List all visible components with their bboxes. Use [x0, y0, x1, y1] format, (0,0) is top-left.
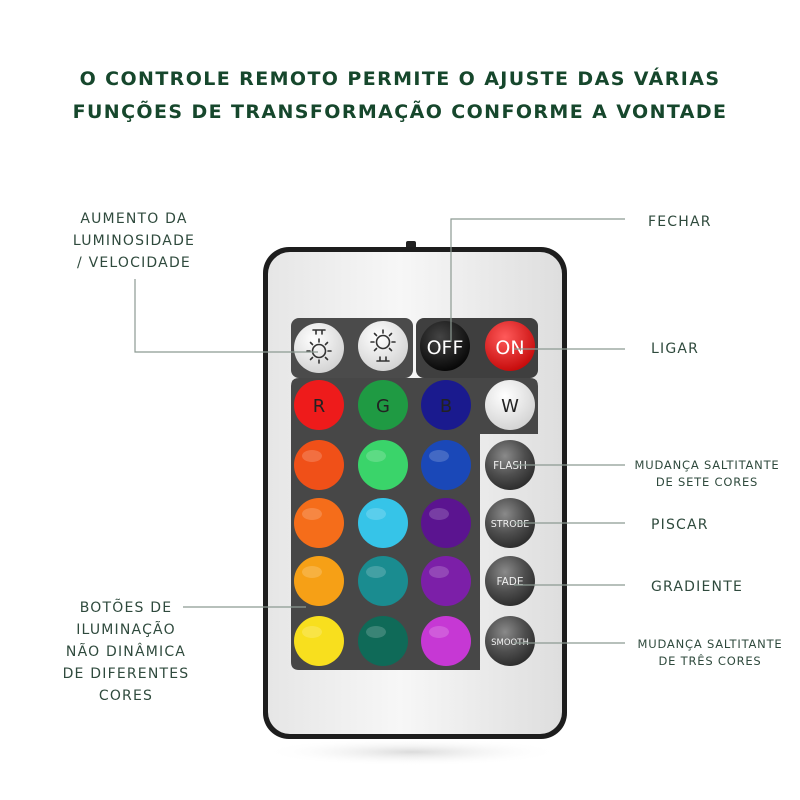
label-fechar: FECHAR — [648, 214, 712, 230]
label-ligar: LIGAR — [651, 341, 700, 357]
color-button-highlight — [302, 626, 322, 638]
label-brightness-line: AUMENTO DA — [80, 211, 188, 227]
headline-line-1: O CONTROLE REMOTO PERMITE O AJUSTE DAS VÁRIAS — [79, 68, 721, 90]
color-button-highlight — [302, 566, 322, 578]
blue-button-label: B — [439, 396, 453, 417]
green-button-label: G — [376, 396, 390, 417]
headline-line-2: FUNÇÕES DE TRANSFORMAÇÃO CONFORME A VONTADE — [72, 101, 728, 123]
strobe-button-label: STROBE — [490, 519, 530, 530]
label-color-buttons-line: BOTÕES DE — [79, 600, 173, 616]
label-smooth-line: MUDANÇA SALTITANTE — [637, 637, 783, 651]
color-button-row2-2[interactable] — [358, 440, 408, 490]
color-button-highlight — [302, 508, 322, 520]
color-button-highlight — [429, 508, 449, 520]
color-button-highlight — [429, 626, 449, 638]
color-button-row3-2[interactable] — [358, 498, 408, 548]
label-flash-line: DE SETE CORES — [655, 475, 759, 489]
flash-button-label: FLASH — [493, 460, 527, 472]
color-button-row4-3[interactable] — [421, 556, 471, 606]
label-brightness-line: / VELOCIDADE — [77, 255, 191, 271]
color-button-highlight — [429, 450, 449, 462]
color-button-highlight — [366, 508, 386, 520]
fade-button-label: FADE — [496, 576, 524, 588]
smooth-button-label: SMOOTH — [491, 638, 529, 648]
label-brightness — [66, 208, 202, 274]
color-button-row5-2[interactable] — [358, 616, 408, 666]
label-flash-line: MUDANÇA SALTITANTE — [634, 458, 780, 472]
label-color-buttons — [56, 597, 196, 707]
color-button-row2-1[interactable] — [294, 440, 344, 490]
color-button-highlight — [366, 450, 386, 462]
color-button-highlight — [366, 566, 386, 578]
label-color-buttons-line: DE DIFERENTES — [62, 666, 190, 682]
color-button-row5-1[interactable] — [294, 616, 344, 666]
off-button-label: OFF — [426, 337, 464, 359]
label-color-buttons-line: NÃO DINÂMICA — [65, 644, 187, 660]
color-button-row5-3[interactable] — [421, 616, 471, 666]
remote-shadow — [262, 738, 562, 766]
on-button-label: ON — [495, 337, 525, 359]
label-piscar: PISCAR — [651, 517, 709, 533]
color-button-highlight — [429, 566, 449, 578]
label-flash — [627, 457, 787, 491]
color-button-row3-1[interactable] — [294, 498, 344, 548]
label-smooth-line: DE TRÊS CORES — [658, 654, 762, 668]
color-button-row4-1[interactable] — [294, 556, 344, 606]
color-button-row4-2[interactable] — [358, 556, 408, 606]
white-button-label: W — [501, 396, 519, 417]
label-color-buttons-line: CORES — [98, 688, 154, 704]
color-button-highlight — [302, 450, 322, 462]
color-button-row2-3[interactable] — [421, 440, 471, 490]
label-color-buttons-line: ILUMINAÇÃO — [76, 622, 176, 638]
color-button-highlight — [366, 626, 386, 638]
label-gradiente: GRADIENTE — [651, 579, 744, 595]
label-brightness-line: LUMINOSIDADE — [72, 233, 196, 249]
label-smooth — [632, 636, 788, 670]
red-button-label: R — [312, 396, 326, 417]
brightness-down-button[interactable] — [358, 321, 408, 371]
color-button-row3-3[interactable] — [421, 498, 471, 548]
